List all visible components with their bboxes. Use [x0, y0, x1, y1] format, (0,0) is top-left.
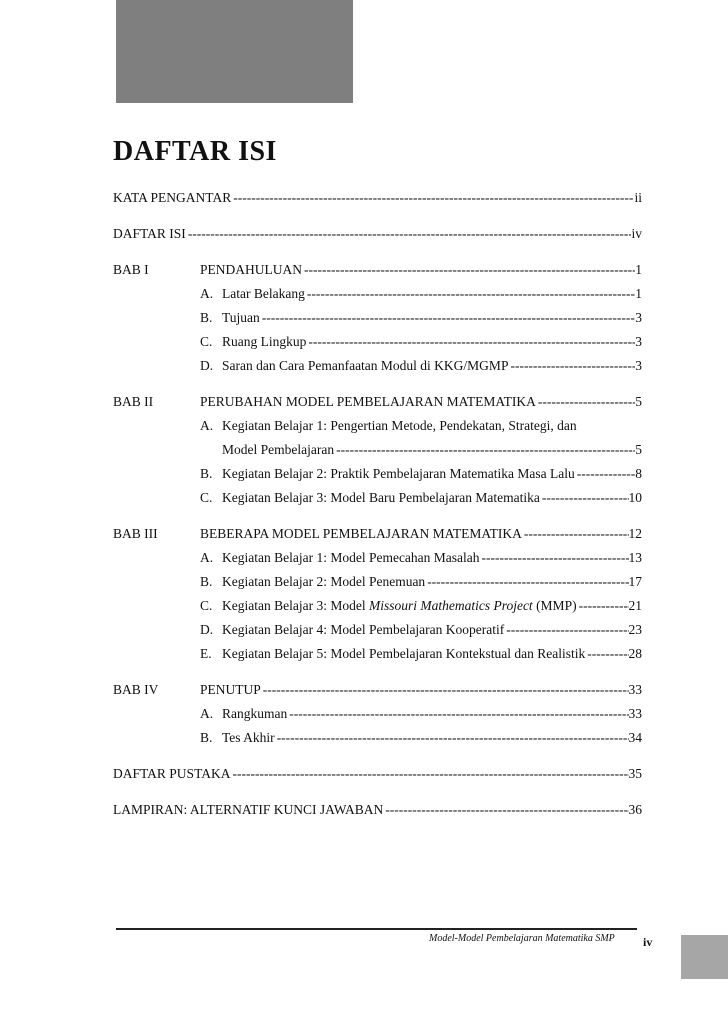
subentry-letter: A.	[200, 286, 214, 301]
footer-gray-block	[681, 935, 728, 979]
subentry-text: Kegiatan Belajar 4: Model Pembelajaran Kooperatif	[222, 622, 505, 637]
chapter-title: PERUBAHAN MODEL PEMBELAJARAN MATEMATIKA	[200, 394, 536, 409]
toc-page-number: 8	[635, 466, 642, 481]
subentry-letter: D.	[200, 622, 214, 637]
dot-leader	[230, 766, 628, 782]
subentry-letter: C.	[200, 490, 213, 505]
toc-chapter-bab-1[interactable]	[113, 262, 642, 286]
subentry-letter: B.	[200, 730, 213, 745]
subentry-letter: B.	[200, 466, 213, 481]
toc-subentry[interactable]	[113, 310, 642, 334]
toc-subentry[interactable]	[113, 286, 642, 310]
dot-leader	[480, 550, 629, 566]
dot-leader	[261, 682, 629, 698]
dot-leader	[306, 334, 635, 350]
subentry-letter: B.	[200, 574, 213, 589]
toc-subentry[interactable]	[113, 646, 642, 670]
subentry-text: Tes Akhir	[222, 730, 275, 745]
toc-page-number: 17	[628, 574, 642, 589]
toc-entry-label: DAFTAR ISI	[113, 226, 186, 241]
subentry-text-italic: Missouri Mathematics Project	[368, 598, 533, 613]
subentry-text: Latar Belakang	[222, 286, 305, 301]
subentry-letter: E.	[200, 646, 212, 661]
dot-leader	[575, 466, 636, 482]
toc-subentry[interactable]	[113, 730, 642, 754]
footer-rule	[116, 928, 637, 930]
dot-leader	[231, 190, 634, 206]
chapter-number: BAB III	[113, 526, 158, 541]
chapter-number: BAB I	[113, 262, 149, 277]
subentry-text: Kegiatan Belajar 2: Model Penemuan	[222, 574, 426, 589]
subentry-text: Tujuan	[222, 310, 260, 325]
chapter-number: BAB IV	[113, 682, 159, 697]
toc-page-number: 36	[628, 802, 642, 817]
toc-page-number: 35	[628, 766, 642, 781]
subentry-letter: A.	[200, 706, 214, 721]
toc-entry-lampiran[interactable]	[113, 802, 642, 838]
toc-entry-kata-pengantar[interactable]	[113, 190, 642, 226]
chapter-number: BAB II	[113, 394, 154, 409]
dot-leader	[275, 730, 629, 746]
toc-page-number: 1	[635, 286, 642, 301]
toc-page-number: 21	[628, 598, 642, 613]
dot-leader	[334, 442, 635, 458]
dot-leader	[540, 490, 629, 506]
subentry-text: Rangkuman	[222, 706, 288, 721]
toc-page-number: 3	[635, 334, 642, 349]
toc-page-number: 1	[635, 262, 642, 277]
subentry-text: Ruang Lingkup	[222, 334, 307, 349]
toc-page-number: 23	[628, 622, 642, 637]
dot-leader	[577, 598, 629, 614]
subentry-letter: C.	[200, 598, 213, 613]
subentry-letter: A.	[200, 550, 214, 565]
chapter-title: BEBERAPA MODEL PEMBELAJARAN MATEMATIKA	[200, 526, 522, 541]
toc-chapter-bab-3[interactable]	[113, 526, 642, 550]
toc-chapter-bab-4[interactable]	[113, 682, 642, 706]
subentry-text: Model Pembelajaran	[222, 442, 335, 457]
toc-subentry[interactable]	[113, 466, 642, 490]
toc-page-number: 12	[628, 526, 642, 541]
dot-leader	[504, 622, 628, 638]
toc-page-number: 3	[635, 310, 642, 325]
subentry-text: Kegiatan Belajar 3: Model Baru Pembelajaran Matematika	[222, 490, 540, 505]
subentry-letter: B.	[200, 310, 213, 325]
dot-leader	[305, 286, 635, 302]
toc-page-number: iv	[631, 226, 642, 241]
toc-page-number: 33	[628, 682, 642, 697]
toc-subentry[interactable]	[113, 622, 642, 646]
toc-subentry[interactable]	[113, 418, 642, 442]
toc-chapter-bab-2[interactable]	[113, 394, 642, 418]
toc-page-number: 13	[628, 550, 642, 565]
chapter-title: PENUTUP	[200, 682, 261, 697]
subentry-text-part: Kegiatan Belajar 3: Model	[222, 598, 369, 613]
table-of-contents	[113, 190, 642, 838]
dot-leader	[425, 574, 628, 590]
subentry-letter: C.	[200, 334, 213, 349]
chapter-title: PENDAHULUAN	[200, 262, 302, 277]
toc-page-number: 5	[635, 442, 642, 457]
dot-leader	[508, 358, 635, 374]
subentry-text: Kegiatan Belajar 1: Model Pemecahan Masalah	[222, 550, 480, 565]
subentry-text: Saran dan Cara Pemanfaatan Modul di KKG/MGMP	[222, 358, 509, 373]
subentry-text	[222, 598, 577, 614]
toc-entry-label: DAFTAR PUSTAKA	[113, 766, 231, 781]
subentry-text: Kegiatan Belajar 2: Praktik Pembelajaran Matematika Masa Lalu	[222, 466, 575, 481]
dot-leader	[536, 394, 635, 410]
dot-leader	[383, 802, 628, 818]
toc-page-number: 28	[628, 646, 642, 661]
subentry-letter: A.	[200, 418, 214, 433]
page-title: DAFTAR ISI	[113, 136, 277, 167]
toc-subentry[interactable]	[113, 550, 642, 574]
toc-entry-label: KATA PENGANTAR	[113, 190, 232, 205]
toc-subentry-continuation[interactable]	[113, 442, 642, 466]
subentry-text-part: (MMP)	[532, 598, 577, 613]
toc-page-number: 33	[628, 706, 642, 721]
toc-subentry[interactable]	[113, 598, 642, 622]
dot-leader	[287, 706, 628, 722]
footer-book-title: Model-Model Pembelajaran Matematika SMP	[429, 933, 615, 944]
toc-subentry[interactable]	[113, 334, 642, 358]
subentry-letter: D.	[200, 358, 214, 373]
toc-subentry[interactable]	[113, 358, 642, 382]
toc-subentry[interactable]	[113, 706, 642, 730]
footer-page-number: iv	[643, 935, 653, 949]
toc-entry-daftar-isi[interactable]	[113, 226, 642, 262]
toc-page-number: ii	[634, 190, 642, 205]
toc-page-number: 5	[635, 394, 642, 409]
dot-leader	[585, 646, 628, 662]
dot-leader	[522, 526, 629, 542]
dot-leader	[186, 226, 632, 242]
toc-subentry[interactable]	[113, 574, 642, 598]
toc-page-number: 10	[628, 490, 642, 505]
dot-leader	[260, 310, 635, 326]
header-gray-block	[116, 0, 353, 103]
dot-leader	[302, 262, 635, 278]
toc-entry-daftar-pustaka[interactable]	[113, 766, 642, 802]
subentry-text: Kegiatan Belajar 1: Pengertian Metode, Pendekatan, Strategi, dan	[222, 418, 577, 433]
toc-subentry[interactable]	[113, 490, 642, 514]
subentry-text: Kegiatan Belajar 5: Model Pembelajaran Kontekstual dan Realistik	[222, 646, 586, 661]
toc-page-number: 34	[628, 730, 642, 745]
toc-page-number: 3	[635, 358, 642, 373]
toc-entry-label: LAMPIRAN: ALTERNATIF KUNCI JAWABAN	[113, 802, 384, 817]
